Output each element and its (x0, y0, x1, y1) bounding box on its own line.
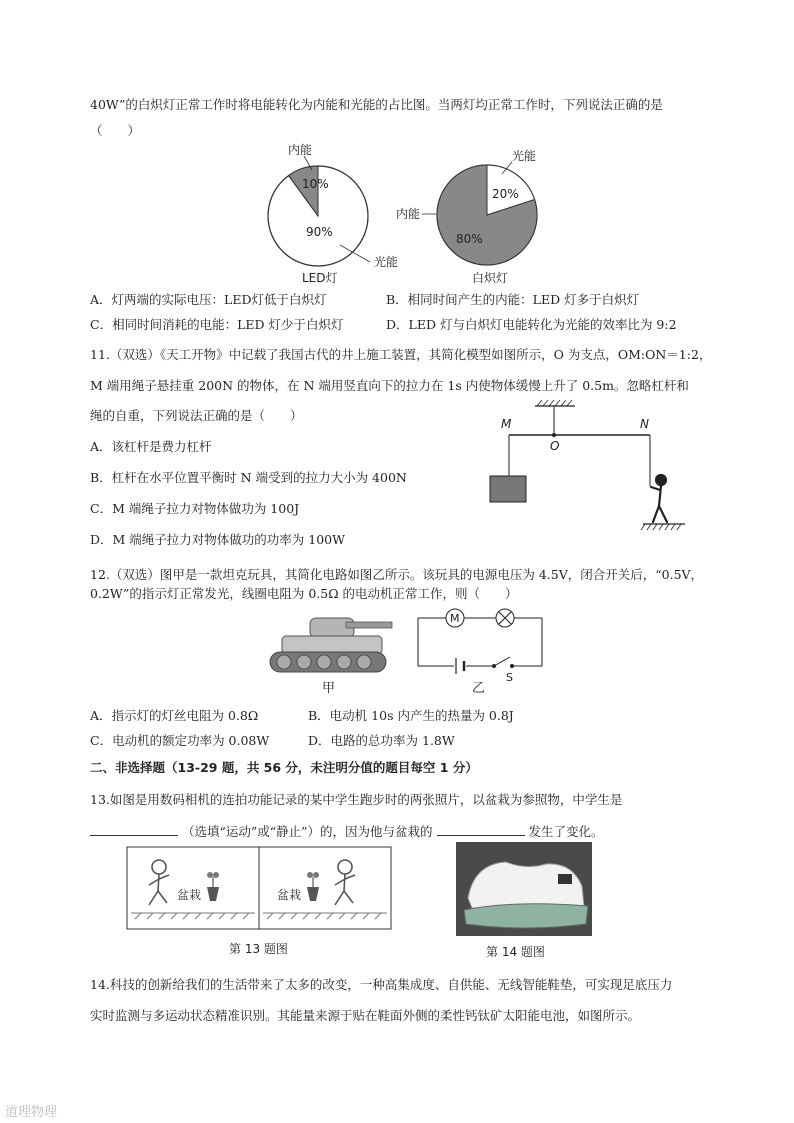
circuit-figure-label: 乙 (472, 681, 486, 696)
q12-option-d: D．电路的总功率为 1.8W (308, 733, 455, 748)
q11-option-c: C．M 端绳子拉力对物体做功为 100J (90, 501, 300, 516)
q10-answer-bracket: （ ） (90, 123, 141, 138)
pie-led-name-light: 光能 (374, 255, 399, 269)
lever-weight-block (490, 476, 526, 502)
q14-text-line2: 实时监测与多运动状态精准识别。其能量来源于贴在鞋面外侧的柔性钙钛矿太阳能电池，如图所示。 (90, 1008, 641, 1023)
q13-line2-middle: （选填“运动”或“静止”）的，因为他与盆栽的 (181, 824, 433, 839)
person-pulling-figure (651, 475, 667, 522)
q13-text-line2 (90, 821, 604, 840)
lever-diagram (485, 398, 705, 532)
pie-led-name-heat: 内能 (288, 143, 313, 157)
q13-figure-caption: 第 13 题图 (229, 942, 288, 956)
q14-smart-shoe-photo (454, 840, 594, 960)
pie-inc-name-heat: 内能 (396, 207, 421, 221)
pie-led-label-light-percent: 90% (306, 225, 333, 239)
pie-inc-label-light-percent: 20% (492, 187, 519, 201)
lever-label-m: M (501, 417, 512, 431)
pie-inc-label-heat-percent: 80% (456, 232, 483, 246)
q12-text-line2: 0.2W”的指示灯正常发光，线圈电阻为 0.5Ω 的电动机正常工作，则（ ） (90, 586, 518, 601)
q14-text-line1: 14.科技的创新给我们的生活带来了太多的改变，一种高集成度、自供能、无线智能鞋垫，可实现足底压力 (90, 977, 673, 992)
q11-text-line1: 11.（双选）《天工开物》中记载了我国古代的井上施工装置，其简化模型如图所示，O 为支点，OM:ON＝1:2， (90, 347, 712, 362)
pie-chart-incandescent (392, 140, 562, 290)
q12-text-line1: 12.（双选）图甲是一款坦克玩具，其简化电路如图乙所示。该玩具的电源电压为 4.5V，闭合开关后，“0.5V， (90, 567, 704, 582)
pie-inc-name-light: 光能 (512, 149, 537, 163)
q13-text-line1: 13.如图是用数码相机的连拍功能记录的某中学生跑步时的两张照片，以盆栽为参照物，中学生是 (90, 792, 623, 807)
circuit-switch-label: S (506, 671, 513, 684)
pie-inc-caption: 白炽灯 (472, 271, 509, 285)
circuit-diagram (410, 604, 550, 696)
q14-figure-caption: 第 14 题图 (486, 945, 545, 959)
q14-shoe-upper (468, 862, 584, 910)
circuit-lamp-symbol (496, 609, 514, 627)
q13-running-photos (125, 845, 395, 960)
watermark-text: 道理物理 (5, 1105, 58, 1120)
q13-plant-label-1: 盆栽 (177, 888, 202, 902)
q10-option-a: A．灯两端的实际电压：LED灯低于白炽灯 (90, 292, 327, 307)
q11-text-line3: 绳的自重，下列说法正确的是（ ） (90, 408, 303, 423)
q13-blank-2[interactable] (437, 821, 525, 836)
tank-hull (282, 636, 382, 654)
lever-ceiling-hatch (537, 400, 572, 406)
pie-led-label-heat-percent: 10% (302, 177, 329, 191)
lever-label-n: N (640, 417, 649, 431)
q10-option-d: D．LED 灯与白炽灯电能转化为光能的效率比为 9:2 (386, 317, 677, 332)
circuit-switch-arm (494, 657, 510, 666)
tank-figure-label: 甲 (322, 681, 336, 696)
q11-text-line2: M 端用绳子悬挂重 200N 的物体，在 N 端用竖直向下的拉力在 1s 内使物体缓慢上升了 0.5m。忽略杠杆和 (90, 378, 689, 393)
lever-ground-hatch (641, 524, 681, 530)
q13-plant-label-2: 盆栽 (277, 888, 302, 902)
lever-label-o: O (550, 439, 560, 453)
q12-option-c: C．电动机的额定功率为 0.08W (90, 733, 270, 748)
tank-barrel (346, 622, 392, 628)
q10-option-c: C．相同时间消耗的电能：LED 灯少于白炽灯 (90, 317, 344, 332)
circuit-switch-contact (510, 664, 514, 668)
q10-text-line1: 40W”的白炽灯正常工作时将电能转化为内能和光能的占比图。当两灯均正常工作时，下列说法正确的是 (90, 97, 663, 112)
q14-solar-cell (558, 874, 572, 884)
q12-option-b: B．电动机 10s 内产生的热量为 0.8J (308, 708, 514, 723)
circuit-motor-label: M (450, 612, 460, 625)
q13-blank-1[interactable] (90, 821, 178, 836)
q10-option-b: B．相同时间产生的内能：LED 灯多于白炽灯 (386, 292, 640, 307)
section-2-heading: 二、非选择题（13-29 题，共 56 分，未注明分值的题目每空 1 分） (90, 760, 478, 775)
q11-option-a: A．该杠杆是费力杠杆 (90, 439, 212, 454)
pie-led-caption: LED灯 (302, 271, 338, 285)
tank-toy-image (262, 604, 397, 696)
q12-option-a: A．指示灯的灯丝电阻为 0.8Ω (90, 708, 259, 723)
q13-line2-end: 发生了变化。 (528, 824, 604, 839)
q11-option-d: D．M 端绳子拉力对物体做功的功率为 100W (90, 532, 345, 547)
q11-option-b: B．杠杆在水平位置平衡时 N 端受到的拉力大小为 400N (90, 470, 407, 485)
q14-smart-insole (464, 904, 588, 928)
